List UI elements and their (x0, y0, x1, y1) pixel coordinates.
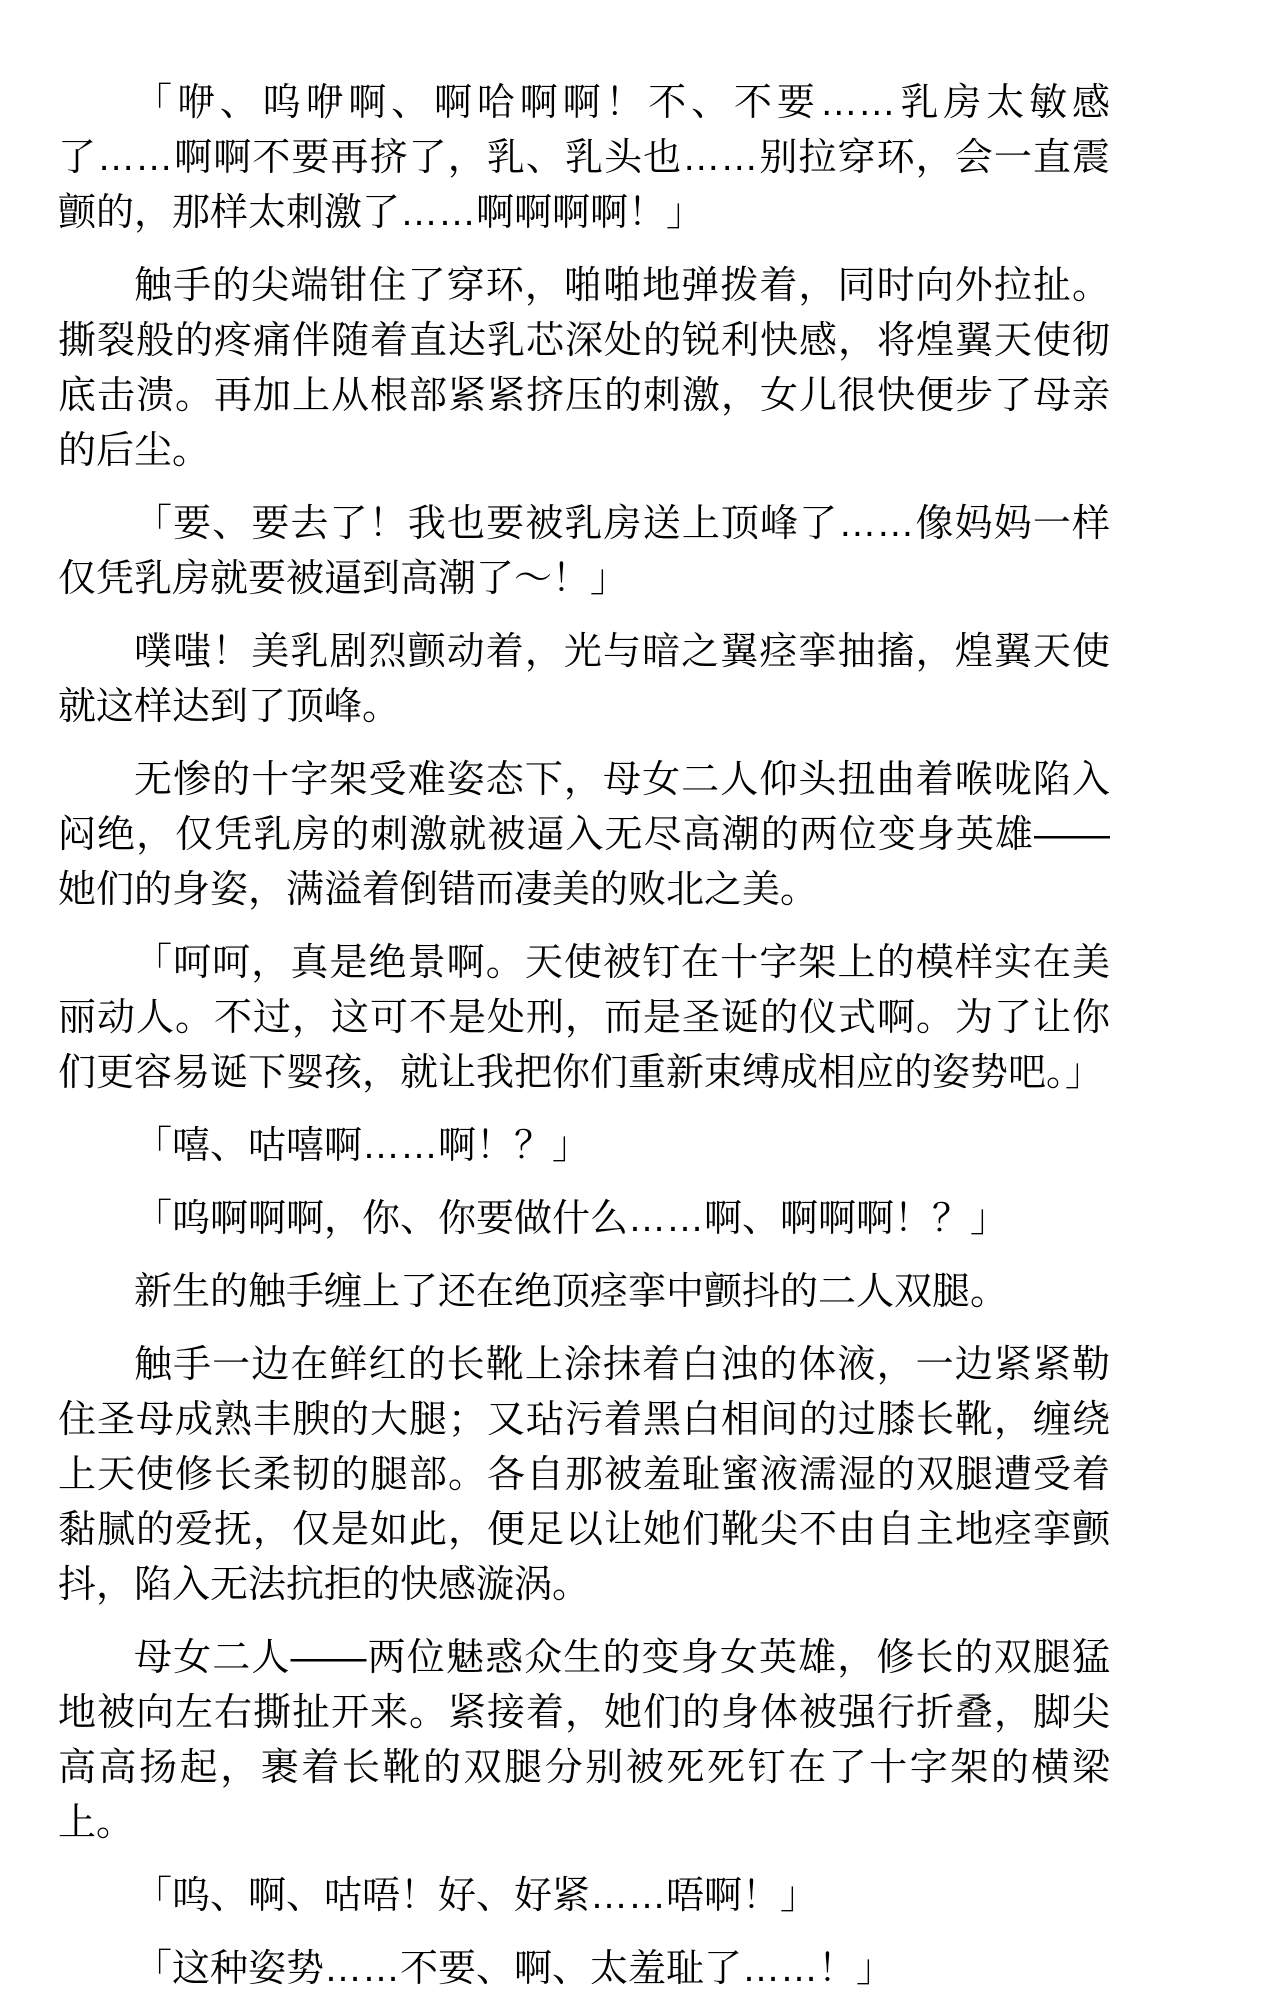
paragraph-narration: 触手一边在鲜红的长靴上涂抹着白浊的体液，一边紧紧勒住圣母成熟丰腴的大腿；又玷污着黑白相间的过膝长靴，缠绕上天使修长柔韧的腿部。各自那被羞耻蜜液濡湿的双腿遭受着黏腻的爱抚，仅是如此，便足以让她们靴尖不由自主地痉挛颤抖，陷入无法抗拒的快感漩涡。 (58, 1344, 1110, 1606)
paragraph-dialogue: 「嘻、咕嘻啊……啊！？」 (134, 1125, 591, 1167)
paragraph-narration: 触手的尖端钳住了穿环，啪啪地弹拨着，同时向外拉扯。撕裂般的疼痛伴随着直达乳芯深处的锐利快感，将煌翼天使彻底击溃。再加上从根部紧紧挤压的刺激，女儿很快便步了母亲的后尘。 (58, 265, 1110, 472)
paragraph-dialogue: 「咿、呜咿啊、啊哈啊啊！不、不要……乳房太敏感了……啊啊不要再挤了，乳、乳头也……别拉穿环，会一直震颤的，那样太刺激了……啊啊啊啊！」 (58, 82, 1110, 234)
paragraph-narration: 噗嗤！美乳剧烈颤动着，光与暗之翼痉挛抽搐，煌翼天使就这样达到了顶峰。 (58, 631, 1110, 728)
page-text (58, 76, 1110, 1997)
paragraph-narration: 新生的触手缠上了还在绝顶痉挛中颤抖的二人双腿。 (134, 1271, 1009, 1313)
paragraph-dialogue: 「呜、啊、咕唔！好、好紧……唔啊！」 (134, 1875, 819, 1917)
paragraph-dialogue: 「这种姿势……不要、啊、太羞耻了……！」 (134, 1948, 895, 1990)
paragraph-narration: 母女二人——两位魅惑众生的变身女英雄，修长的双腿猛地被向左右撕扯开来。紧接着，她们的身体被强行折叠，脚尖高高扬起，裹着长靴的双腿分别被死死钉在了十字架的横梁上。 (58, 1637, 1110, 1844)
paragraph-dialogue: 「呜啊啊啊，你、你要做什么……啊、啊啊啊！？」 (134, 1198, 1009, 1240)
paragraph-narration: 无惨的十字架受难姿态下，母女二人仰头扭曲着喉咙陷入闷绝，仅凭乳房的刺激就被逼入无尽高潮的两位变身英雄——她们的身姿，满溢着倒错而凄美的败北之美。 (58, 759, 1110, 911)
paragraph-dialogue: 「要、要去了！我也要被乳房送上顶峰了……像妈妈一样仅凭乳房就要被逼到高潮了～！」 (58, 503, 1110, 600)
paragraph-dialogue: 「呵呵，真是绝景啊。天使被钉在十字架上的模样实在美丽动人。不过，这可不是处刑，而是圣诞的仪式啊。为了让你们更容易诞下婴孩，就让我把你们重新束缚成相应的姿势吧。」 (58, 942, 1110, 1094)
